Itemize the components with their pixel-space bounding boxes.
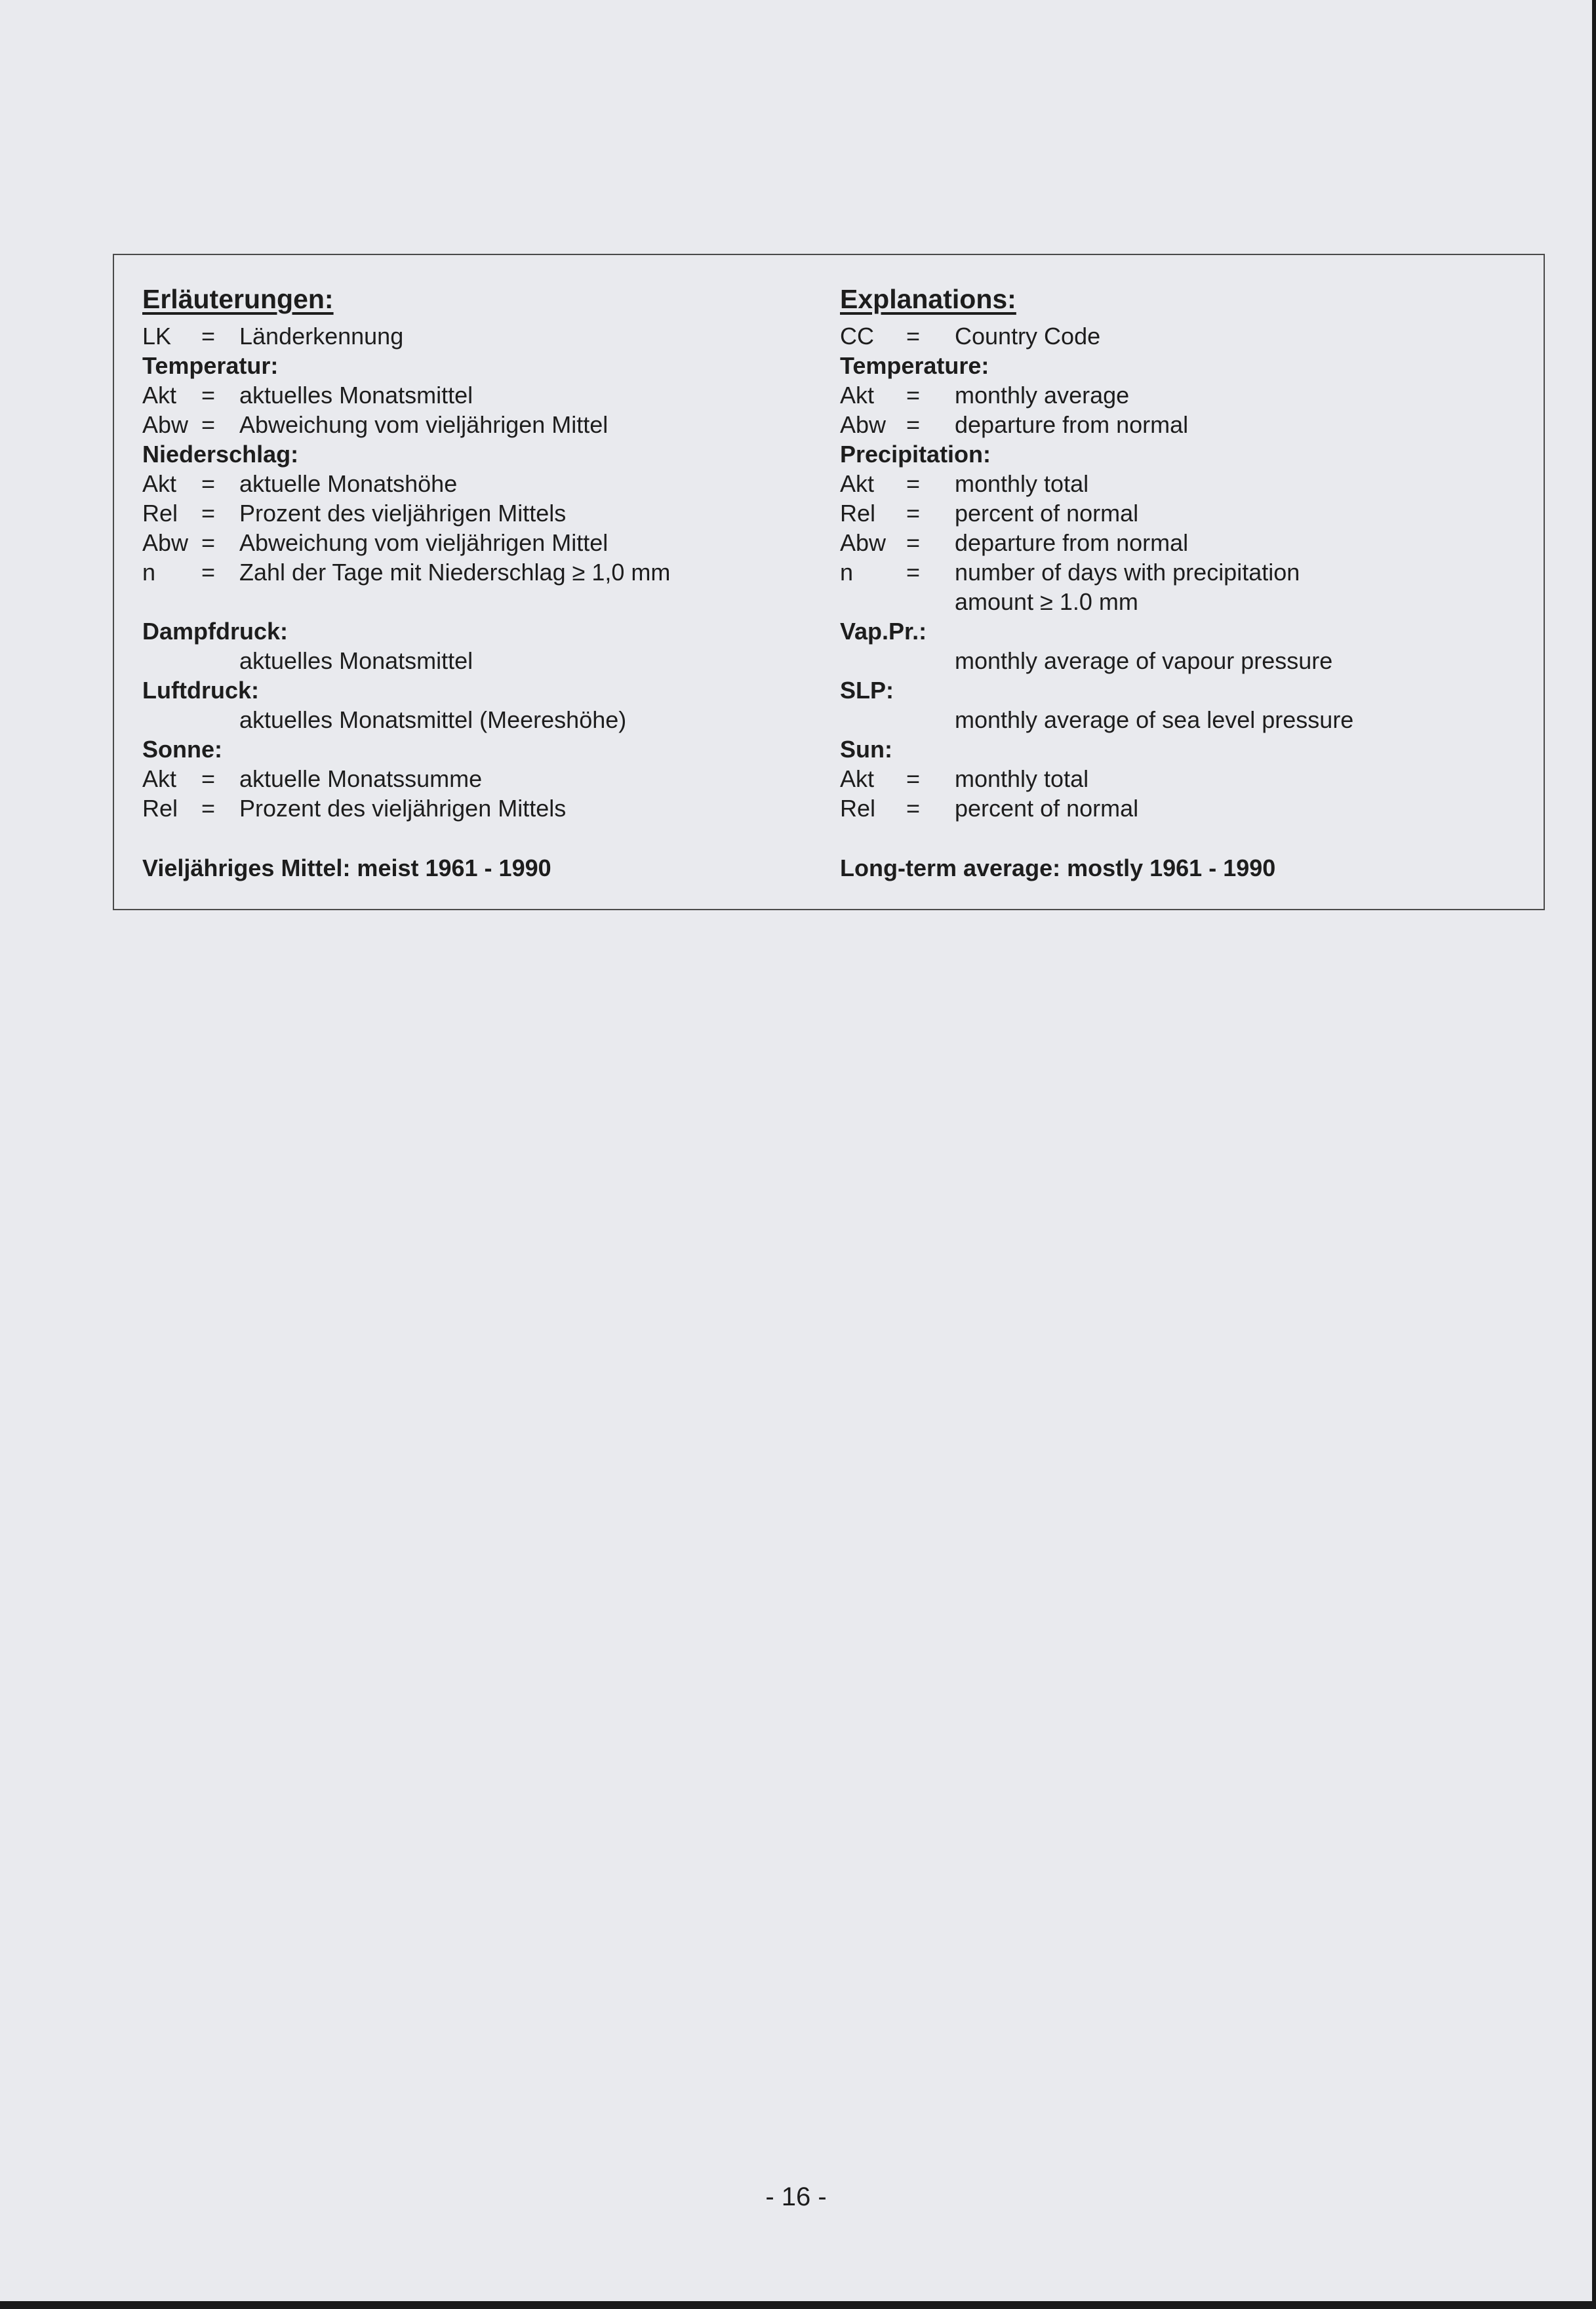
abbr-label: Rel — [840, 795, 876, 822]
abbr-label: Akt — [142, 382, 177, 409]
abbr-label: Rel — [142, 795, 178, 822]
definition-text: monthly average of vapour pressure — [955, 647, 1333, 674]
definition-text: number of days with precipitation — [955, 559, 1300, 586]
abbr-label: Akt — [840, 470, 875, 497]
abbr-label: Abw — [142, 411, 189, 438]
abbr-label: Akt — [840, 765, 875, 792]
german-section-temperature: Temperatur: — [142, 352, 279, 379]
abbr-label: Akt — [840, 382, 875, 409]
german-section-pressure: Luftdruck: — [142, 677, 259, 704]
equals-sign: = — [201, 411, 216, 438]
definition-text: Zahl der Tage mit Niederschlag ≥ 1,0 mm — [239, 559, 671, 586]
equals-sign: = — [906, 323, 921, 350]
abbr-label: Abw — [840, 529, 887, 556]
abbr-label: CC — [840, 323, 874, 350]
definition-text: aktuelle Monatshöhe — [239, 470, 458, 497]
equals-sign: = — [906, 795, 921, 822]
abbr-label: Akt — [142, 470, 177, 497]
abbr-label: n — [142, 559, 156, 586]
german-heading: Erläuterungen: — [142, 284, 334, 314]
definition-text: aktuelles Monatsmittel (Meereshöhe) — [239, 706, 627, 733]
abbr-label: Akt — [142, 765, 177, 792]
german-section-sun: Sonne: — [142, 736, 222, 763]
definition-text: percent of normal — [955, 795, 1139, 822]
definition-text: Abweichung vom vieljährigen Mittel — [239, 529, 608, 556]
definition-text: Länderkennung — [239, 323, 404, 350]
equals-sign: = — [906, 470, 921, 497]
equals-sign: = — [201, 470, 216, 497]
equals-sign: = — [201, 323, 216, 350]
definition-text: amount ≥ 1.0 mm — [955, 588, 1138, 615]
german-section-vapour: Dampfdruck: — [142, 618, 289, 645]
definition-text: monthly total — [955, 765, 1089, 792]
equals-sign: = — [906, 500, 921, 527]
english-section-sun: Sun: — [840, 736, 892, 763]
equals-sign: = — [906, 382, 921, 409]
equals-sign: = — [201, 529, 216, 556]
definition-text: departure from normal — [955, 529, 1189, 556]
definition-text: Country Code — [955, 323, 1101, 350]
equals-sign: = — [906, 559, 921, 586]
abbr-label: Rel — [840, 500, 876, 527]
definition-text: Prozent des vieljährigen Mittels — [239, 795, 567, 822]
abbr-label: LK — [142, 323, 172, 350]
equals-sign: = — [906, 765, 921, 792]
equals-sign: = — [201, 765, 216, 792]
english-section-precipitation: Precipitation: — [840, 441, 991, 468]
equals-sign: = — [201, 500, 216, 527]
german-section-precipitation: Niederschlag: — [142, 441, 299, 468]
definition-text: Prozent des vieljährigen Mittels — [239, 500, 567, 527]
equals-sign: = — [906, 529, 921, 556]
english-footer-note: Long-term average: mostly 1961 - 1990 — [840, 854, 1276, 881]
definition-text: monthly average of sea level pressure — [955, 706, 1354, 733]
equals-sign: = — [201, 795, 216, 822]
definition-text: aktuelles Monatsmittel — [239, 647, 473, 674]
english-section-pressure: SLP: — [840, 677, 894, 704]
equals-sign: = — [201, 559, 216, 586]
english-section-vapour: Vap.Pr.: — [840, 618, 927, 645]
english-heading: Explanations: — [840, 284, 1016, 314]
legend-box — [113, 254, 1545, 910]
page-number: - 16 - — [765, 2182, 827, 2211]
definition-text: percent of normal — [955, 500, 1139, 527]
abbr-label: Rel — [142, 500, 178, 527]
definition-text: Abweichung vom vieljährigen Mittel — [239, 411, 608, 438]
equals-sign: = — [201, 382, 216, 409]
abbr-label: Abw — [840, 411, 887, 438]
definition-text: monthly total — [955, 470, 1089, 497]
definition-text: monthly average — [955, 382, 1130, 409]
abbr-label: n — [840, 559, 854, 586]
definition-text: departure from normal — [955, 411, 1189, 438]
german-footer-note: Vieljähriges Mittel: meist 1961 - 1990 — [142, 854, 551, 881]
abbr-label: Abw — [142, 529, 189, 556]
definition-text: aktuelles Monatsmittel — [239, 382, 473, 409]
definition-text: aktuelle Monatssumme — [239, 765, 483, 792]
equals-sign: = — [906, 411, 921, 438]
english-section-temperature: Temperature: — [840, 352, 989, 379]
